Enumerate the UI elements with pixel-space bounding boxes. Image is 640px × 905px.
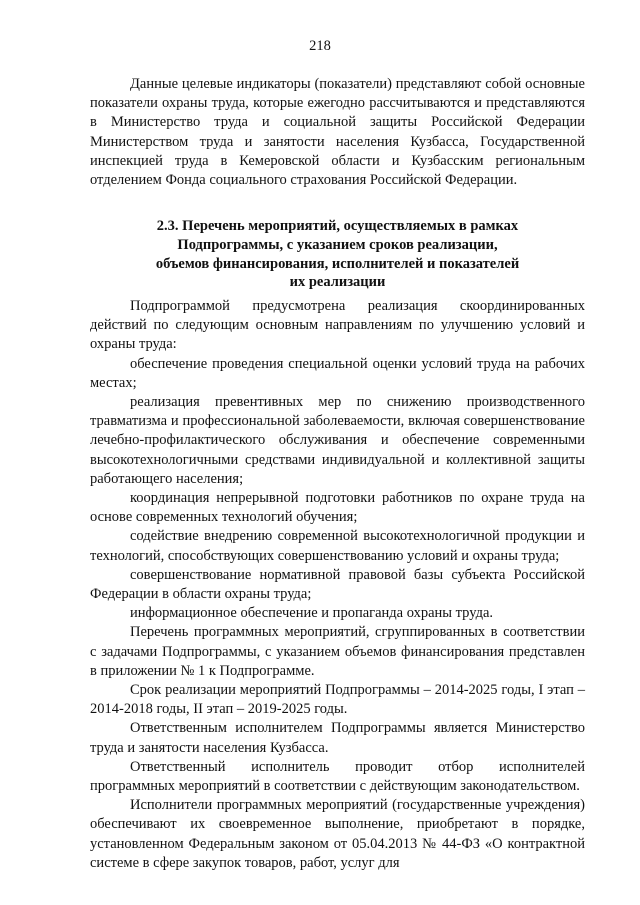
paragraph: информационное обеспечение и пропаганда охраны труда. [130, 605, 494, 622]
paragraph: Ответственный исполнитель проводит отбор исполнителей программных мероприятий в соответствии с действующим законодательством. [90, 758, 585, 795]
paragraph: Ответственным исполнителем Подпрограммы является Министерство труда и занятости населения Кузбасса. [90, 720, 585, 756]
page-number: 218 [309, 38, 331, 54]
paragraph: совершенствование нормативной правовой базы субъекта Российской Федерации в области охраны труда; [90, 566, 585, 603]
section-heading [90, 217, 585, 292]
section-heading-line: объемов финансирования, исполнителей и показателей [155, 255, 520, 272]
paragraph: содействие внедрению современной высокотехнологичной продукции и технологий, способствующих совершенствованию условий и охраны труда; [90, 528, 585, 564]
intro-paragraph: Данные целевые индикаторы (показатели) представляют собой основные показатели охраны труда, которые ежегодно рассчитываются и представляются в Министерство труда и социальной защиты Российской Федерации Министерством труда и занятости населения Кузбасса, Государственной инспекцией труда в Кемеровской области и Кузбасским региональным отделением Фонда социального страхования Российской Федерации. [90, 76, 585, 189]
paragraph: Подпрограммой предусмотрена реализация скоординированных действий по следующим основным направлениям по улучшению условий и охраны труда: [90, 298, 585, 353]
intro-block [90, 75, 585, 190]
paragraph: Исполнители программных мероприятий (государственные учреждения) обеспечивают их своевременное выполнение, приобретают в порядке, установленном Федеральным законом от 05.04.2013 № 44-ФЗ «О контрактной системе в сфере закупок товаров, работ, услуг для [90, 797, 585, 871]
paragraph: координация непрерывной подготовки работников по охране труда на основе современных технологий обучения; [90, 490, 585, 526]
paragraph: реализация превентивных мер по снижению производственного травматизма и профессиональной заболеваемости, включая совершенствование лечебно-профилактического обслуживания и обеспечение современными высокотехнологичными средствами индивидуальной и коллективной защиты работающего населения; [90, 394, 585, 487]
section-heading-line: Подпрограммы, с указанием сроков реализации, [177, 236, 498, 253]
paragraph: обеспечение проведения специальной оценки условий труда на рабочих местах; [90, 355, 585, 391]
section-heading-line: их реализации [289, 274, 386, 291]
body-block [90, 297, 585, 873]
paragraph: Перечень программных мероприятий, сгруппированных в соответствии с задачами Подпрограммы, с указанием объемов финансирования представлен в приложении № 1 к Подпрограмме. [90, 624, 585, 679]
section-heading-line: 2.3. Перечень мероприятий, осуществляемых в рамках [156, 218, 519, 234]
paragraph: Срок реализации мероприятий Подпрограммы – 2014-2025 годы, I этап – 2014-2018 годы, II этап – 2019-2025 годы. [90, 682, 585, 718]
